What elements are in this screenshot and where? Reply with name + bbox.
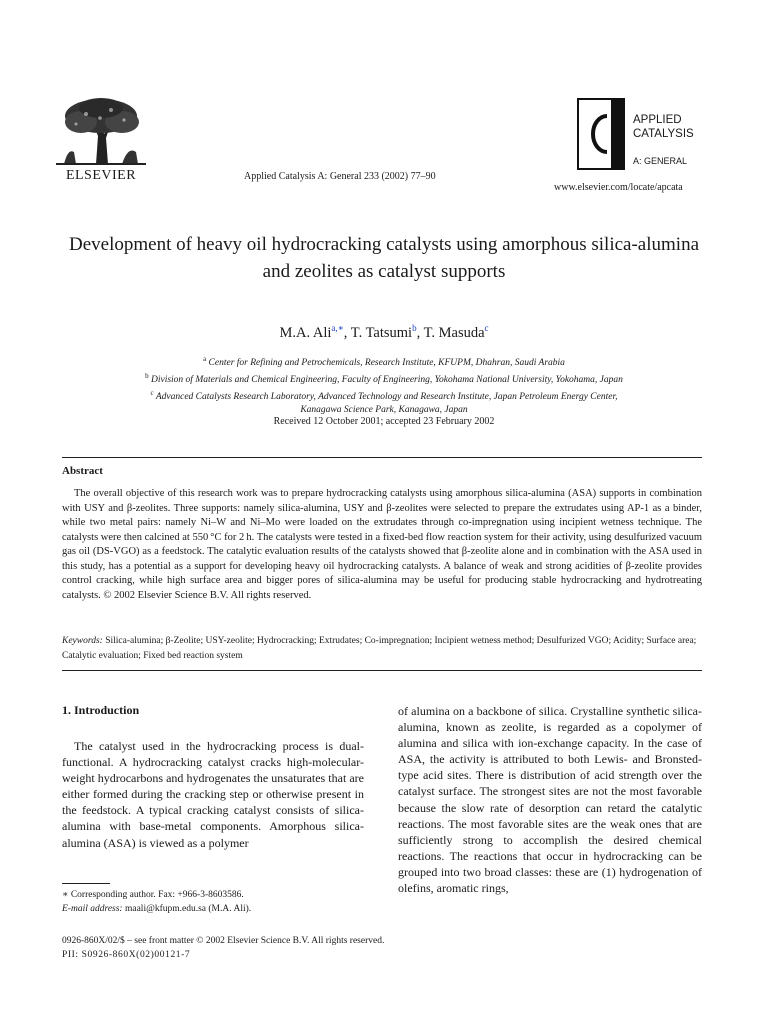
affiliation-list	[60, 353, 708, 417]
author-name: M.A. Ali	[279, 325, 332, 341]
journal-logo-line1: APPLIED	[633, 114, 682, 126]
article-title: Development of heavy oil hydrocracking catalysts using amorphous silica-alumina and zeolites as catalyst supports	[69, 234, 699, 282]
keywords	[62, 634, 702, 663]
abstract-top-rule	[62, 457, 702, 458]
affiliation-mark: a	[203, 355, 207, 363]
affiliation-line	[60, 353, 708, 370]
journal-citation: Applied Catalysis A: General 233 (2002) 77–90	[244, 171, 436, 182]
email-address[interactable]: maali@kfupm.edu.sa (M.A. Ali).	[124, 904, 252, 914]
keywords-list: Silica-alumina; β-Zeolite; USY-zeolite; Hydrocracking; Extrudates; Co-impregnation; Incipient wetness method; Desulfurized VGO; Acidity; Surface area; Catalytic evaluation; Fixed bed reaction system	[62, 636, 697, 661]
journal-url[interactable]: www.elsevier.com/locate/apcata	[554, 182, 683, 193]
abstract-heading: Abstract	[62, 465, 103, 477]
pii-line: PII: S0926-860X(02)00121-7	[62, 950, 191, 960]
affiliation-mark: c	[150, 389, 154, 397]
section-heading: 1. Introduction	[62, 703, 140, 717]
left-column-text: The catalyst used in the hydrocracking process is dual-functional. A hydrocracking catalyst cracks high-molecular-weight hydrocarbons and hydrogenates the unsaturates that are either formed during the cracking step or otherwise present in the feedstock. A typical cracking catalyst consists of silica-alumina with base-metal components. Amorphous silica-alumina (ASA) is viewed as a polymer	[62, 739, 364, 850]
elsevier-logo	[56, 96, 146, 186]
email-label: E-mail address:	[62, 904, 123, 914]
journal-logo	[577, 98, 701, 178]
journal-logo-line3: A: GENERAL	[633, 156, 688, 166]
page-footer	[62, 934, 384, 962]
received-dates: Received 12 October 2001; accepted 23 February 2002	[273, 416, 495, 427]
affiliation-line	[60, 370, 708, 387]
corresponding-author: ∗ Corresponding author. Fax: +966-3-8603586.	[62, 890, 244, 900]
affiliation-text: Center for Refining and Petrochemicals, Research Institute, KFUPM, Dhahran, Saudi Arabia	[208, 358, 565, 368]
right-column-text: of alumina on a backbone of silica. Crystalline synthetic silica-alumina, known as zeolite, is regarded as a copolymer of alumina and silica with ion-exchange capacity. In the case of ASA, the activity is attributed to both Lewis- and Bronsted-type acid sites. There is distribution of acid strength over the catalyst surface. The strongest sites are not the most favorable because the slow rate of desorption can retard the catalytic reactions. The most favorable sites are the weak ones that are sufficiently strong to accomplish the desired chemical reactions. The reactions that occur in hydrocracking can be grouped into two broad classes: these are (1) hydrogenation of olefins, aromatic rings,	[398, 704, 702, 896]
affiliation-line	[60, 387, 708, 404]
author-affiliation-mark[interactable]: a,∗	[331, 323, 344, 333]
elsevier-tree-icon	[56, 96, 146, 166]
keywords-label: Keywords:	[62, 636, 103, 646]
author-list: M.A. Ali$^{a,∗}$, T. Tatsumi$^b$, T. Masuda$^c$	[279, 323, 489, 341]
footnote	[62, 888, 372, 916]
affiliation-mark: b	[145, 372, 149, 380]
abstract-text: The overall objective of this research work was to prepare hydrocracking catalysts using amorphous silica-alumina (ASA) supports in combination with USY and β-zeolites. Three supports: namely silica-alumina, USY and β-zeolites were selected to prepare the extrudates using AP-1 as a binder, while two metal pairs: namely Ni–W and Ni–Mo were loaded on the extrudates through co-impregnation using incipient wetness technique. The catalysts were then calcined at 550 °C for 2 h. The catalysts were tested in a fixed-bed flow reaction system for their activity, using desulfurized vacuum gas oil (DS-VGO) as a feedstock. The catalytic evaluation results of the catalysts showed that β-zeolite alone and in combination with the ASA used in this study, has a potential as a support for developing heavy oil hydrocracking catalysts. A balance of weak and strong acidities of β-zeolite provides control cracking, while high surface area and bigger pores of silica-alumina may be useful for producing stable hydrocracking and hydrotreating catalysts. © 2002 Elsevier Science B.V. All rights reserved.	[62, 488, 702, 601]
author-affiliation-mark[interactable]: c	[484, 323, 489, 333]
footnote-rule	[62, 883, 110, 884]
author-name: T. Masuda	[423, 325, 485, 341]
issn-line: 0926-860X/02/$ – see front matter © 2002 Elsevier Science B.V. All rights reserved.	[62, 936, 385, 946]
publisher-name: ELSEVIER	[65, 168, 137, 183]
journal-c-icon	[577, 98, 625, 170]
affiliation-text: Advanced Catalysts Research Laboratory, Advanced Technology and Research Institute, Japan Petroleum Energy Center,	[155, 392, 618, 402]
affiliation-text: Division of Materials and Chemical Engineering, Faculty of Engineering, Yokohama National University, Yokohama, Japan	[150, 375, 623, 385]
affiliation-text: Kanagawa Science Park, Kanagawa, Japan	[300, 405, 468, 415]
author-affiliation-mark[interactable]: b	[412, 323, 417, 333]
abstract-bottom-rule	[62, 670, 702, 671]
author-name: T. Tatsumi	[350, 325, 413, 341]
journal-logo-line2: CATALYSIS	[633, 128, 694, 140]
